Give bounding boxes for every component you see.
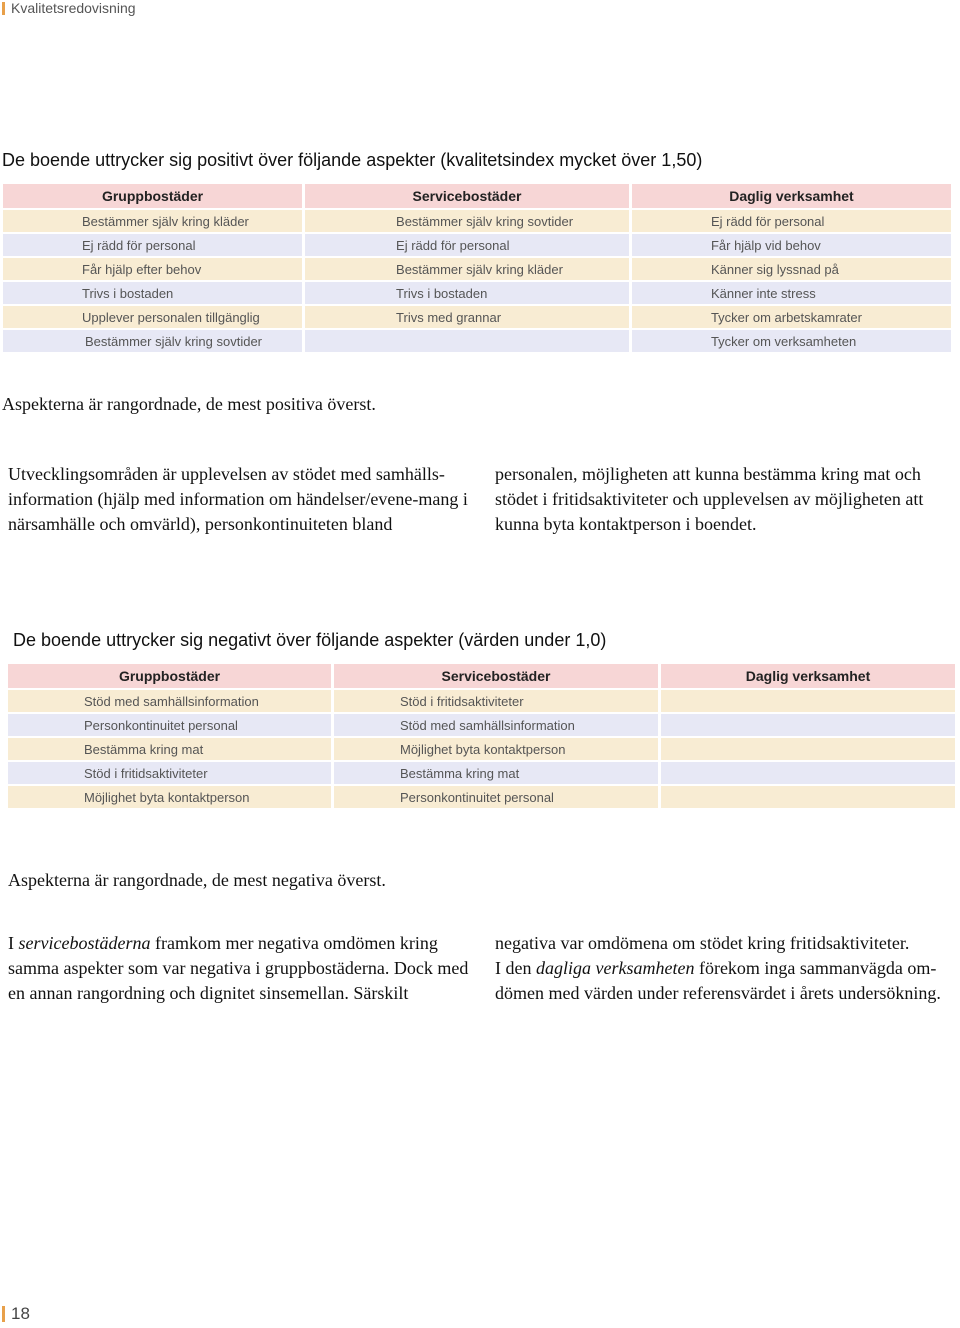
table-cell: Trivs i bostaden [3, 282, 302, 306]
text-run: framkom mer negativa omdömen kring samma aspekter som var negativa i gruppbostäderna. Dock med en annan rangordning och dignitet sinsemellan. Särskilt [8, 933, 469, 1003]
table-cell: Möjlighet byta kontaktperson [334, 738, 658, 762]
table-row [3, 210, 951, 234]
column-header: Daglig verksamhet [661, 664, 955, 690]
column-header: Daglig verksamhet [632, 184, 951, 210]
table-cell: Får hjälp efter behov [3, 258, 302, 282]
table-header-row [3, 184, 951, 210]
table-row [8, 714, 955, 738]
table-cell: Tycker om verksamheten [632, 330, 951, 354]
column-header: Servicebostäder [334, 664, 658, 690]
emphasis-dagliga-verksamheten: dagliga verksamheten [535, 958, 695, 978]
text-run: förekom inga sammanvägda om-dömen med värden under referensvärdet i årets undersökning. [495, 958, 941, 1003]
body-paragraph [495, 956, 957, 1006]
table-cell: Stöd med samhällsinformation [334, 714, 658, 738]
table-cell: Tycker om arbetskamrater [632, 306, 951, 330]
table-cell: Stöd i fritidsaktiviteter [8, 762, 331, 786]
table-cell: Ej rädd för personal [632, 210, 951, 234]
table-row [3, 330, 951, 354]
table-cell: Personkontinuitet personal [8, 714, 331, 738]
positive-text-left-column [8, 462, 470, 537]
table-cell: Möjlighet byta kontaktperson [8, 786, 331, 810]
positive-aspects-table [0, 184, 954, 354]
negative-section-title: De boende uttrycker sig negativt över följande aspekter (värden under 1,0) [13, 630, 607, 650]
table-row [8, 738, 955, 762]
table-row [8, 762, 955, 786]
table-cell: Stöd med samhällsinformation [8, 690, 331, 714]
table-cell: Känner inte stress [632, 282, 951, 306]
table-cell: Stöd i fritidsaktiviteter [334, 690, 658, 714]
table-cell: Ej rädd för personal [305, 234, 629, 258]
table-cell: Personkontinuitet personal [334, 786, 658, 810]
table-header-row [8, 664, 955, 690]
text-run: I [8, 933, 14, 953]
table-cell: Bestämmer själv kring sovtider [3, 330, 302, 354]
table-row [3, 234, 951, 258]
table-cell [661, 714, 955, 738]
page-number: 18 [11, 1304, 30, 1323]
table-cell: Får hjälp vid behov [632, 234, 951, 258]
table-cell: Bestämmer själv kring kläder [305, 258, 629, 282]
table-cell: Känner sig lyssnad på [632, 258, 951, 282]
table-row [3, 282, 951, 306]
emphasis-servicebostaderna: servicebostäderna [18, 933, 151, 953]
column-header: Servicebostäder [305, 184, 629, 210]
table-cell: Bestämmer själv kring kläder [3, 210, 302, 234]
accent-bar [2, 1306, 5, 1322]
positive-section-title: De boende uttrycker sig positivt över följande aspekter (kvalitetsindex mycket över 1,50) [2, 150, 703, 170]
table-row [8, 786, 955, 810]
running-header [2, 0, 136, 16]
body-paragraph: personalen, möjligheten att kunna bestämma kring mat och stödet i fritidsaktiviteter och upplevelsen av möjligheten att kunna byta kontaktperson i boendet. [495, 464, 924, 534]
table-cell: Bestämma kring mat [334, 762, 658, 786]
table-cell [661, 786, 955, 810]
negative-ranking-note: Aspekterna är rangordnade, de mest negativa överst. [8, 870, 386, 890]
table-row [3, 306, 951, 330]
body-paragraph: negativa var omdömena om stödet kring fritidsaktiviteter. [495, 933, 910, 953]
table-cell [305, 330, 629, 354]
column-header: Gruppbostäder [3, 184, 302, 210]
body-paragraph [8, 931, 470, 1006]
negative-text-right-column [495, 931, 957, 1006]
table-cell: Trivs i bostaden [305, 282, 629, 306]
body-paragraph: Utvecklingsområden är upplevelsen av stödet med samhälls-information (hjälp med information om händelser/evene-mang i närsamhälle och omvärld), personkontinuiteten bland [8, 464, 468, 534]
accent-bar [2, 2, 5, 15]
positive-text-right-column [495, 462, 957, 537]
table-cell [661, 762, 955, 786]
table-row [3, 258, 951, 282]
negative-text-left-column [8, 931, 470, 1006]
table-row [8, 690, 955, 714]
table-cell: Bestämma kring mat [8, 738, 331, 762]
table-cell: Bestämmer själv kring sovtider [305, 210, 629, 234]
table-cell: Ej rädd för personal [3, 234, 302, 258]
table-cell: Trivs med grannar [305, 306, 629, 330]
positive-ranking-note: Aspekterna är rangordnade, de mest positiva överst. [2, 394, 376, 414]
page-footer [2, 1304, 30, 1324]
column-header: Gruppbostäder [8, 664, 331, 690]
negative-aspects-table [5, 664, 958, 810]
table-cell [661, 690, 955, 714]
table-cell: Upplever personalen tillgänglig [3, 306, 302, 330]
table-cell [661, 738, 955, 762]
running-title: Kvalitetsredovisning [11, 0, 136, 16]
text-run: I den [495, 958, 532, 978]
